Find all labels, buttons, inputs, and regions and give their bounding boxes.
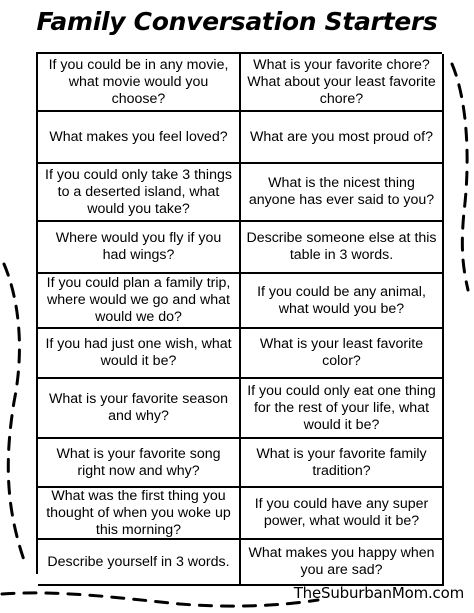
- question-card: If you had just one wish, what would it be?: [38, 329, 241, 379]
- question-card: What makes you happy when you are sad?: [241, 540, 444, 586]
- site-credit: TheSuburbanMom.com: [293, 584, 464, 602]
- question-card: What is the nicest thing anyone has ever said to you?: [241, 164, 444, 222]
- question-grid: [36, 52, 442, 578]
- question-card: If you could only take 3 things to a deserted island, what would you take?: [38, 164, 241, 222]
- question-card: Where would you fly if you had wings?: [38, 222, 241, 274]
- question-card: If you could be any animal, what would you be?: [241, 274, 444, 329]
- question-card: What are you most proud of?: [241, 112, 444, 164]
- page-title: Family Conversation Starters: [36, 7, 438, 36]
- question-card: If you could only eat one thing for the rest of your life, what would it be?: [241, 379, 444, 439]
- question-card: If you could have any super power, what would it be?: [241, 488, 444, 540]
- question-card: What is your favorite song right now and why?: [38, 439, 241, 488]
- question-card: What makes you feel loved?: [38, 112, 241, 164]
- question-card: What is your favorite family tradition?: [241, 439, 444, 488]
- question-card: What is your favorite chore? What about your least favorite chore?: [241, 54, 444, 112]
- question-card: What is your favorite season and why?: [38, 379, 241, 439]
- question-card: Describe yourself in 3 words.: [38, 540, 241, 586]
- question-card: If you could plan a family trip, where would we go and what would we do?: [38, 274, 241, 329]
- decorative-dashed-line-left: [0, 262, 30, 562]
- decorative-dashed-line-right: [446, 62, 474, 292]
- question-card: If you could be in any movie, what movie would you choose?: [38, 54, 241, 112]
- question-card: What was the first thing you thought of when you woke up this morning?: [38, 488, 241, 540]
- question-card: Describe someone else at this table in 3 words.: [241, 222, 444, 274]
- decorative-dashed-line-bottom: [0, 586, 320, 613]
- question-card: What is your least favorite color?: [241, 329, 444, 379]
